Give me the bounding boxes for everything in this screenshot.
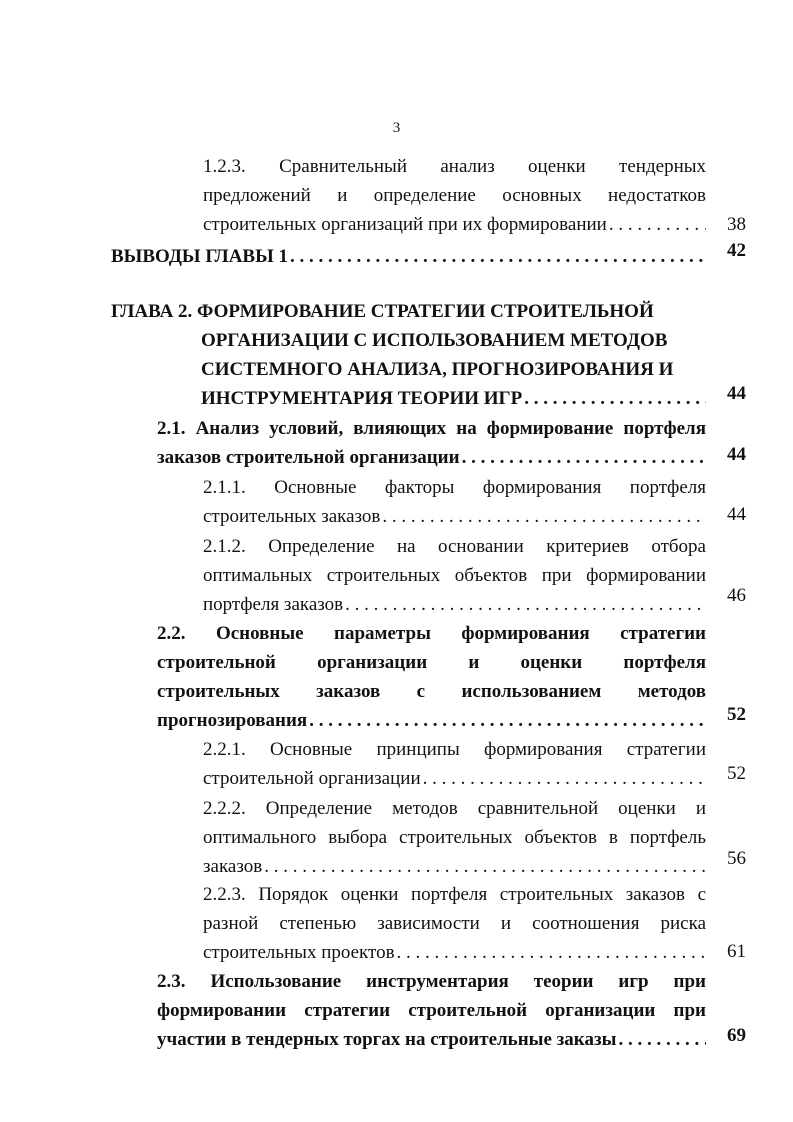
dot-leader (607, 210, 706, 239)
toc-entry-2-1 (157, 414, 706, 472)
toc-page-number: 42 (727, 240, 746, 261)
toc-entry-text: ОРГАНИЗАЦИИ С ИСПОЛЬЗОВАНИЕМ МЕТОДОВ (201, 330, 668, 351)
toc-entry-text: ВЫВОДЫ ГЛАВЫ 1 (111, 246, 288, 267)
toc-entry-text: строительной организации и оценки портфеля (157, 652, 706, 673)
toc-entry-text: прогнозирования (157, 710, 308, 731)
toc-entry-text: 1.2.3. Сравнительный анализ оценки тендерных (203, 156, 706, 177)
toc-entry-text: заказов строительной организации (157, 447, 460, 468)
toc-entry-text: строительных организаций при их формировании (203, 214, 607, 235)
dot-leader (288, 242, 706, 271)
toc-page-number: 44 (727, 444, 746, 465)
toc-entry-text: строительных заказов (203, 506, 381, 527)
toc-entry-text: разной степенью зависимости и соотношения риска (203, 913, 706, 934)
toc-entry-text: 2.2.2. Определение методов сравнительной оценки и (203, 798, 706, 819)
toc-entry-text: 2.1.2. Определение на основании критериев отбора (203, 536, 706, 557)
toc-entry-2-3 (157, 967, 706, 1054)
dot-leader (395, 938, 706, 967)
toc-entry-text: строительных заказов с использованием методов (157, 681, 706, 702)
toc-entry-2-1-1 (203, 473, 706, 531)
dot-leader (307, 706, 706, 735)
toc-entry-text: оптимального выбора строительных объектов в портфель (203, 827, 706, 848)
toc-entry-text: заказов (203, 856, 263, 877)
toc-entry-text: предложений и определение основных недостатков (203, 185, 706, 206)
dot-leader (262, 852, 706, 881)
toc-page-number: 61 (727, 941, 746, 962)
toc-entry-text: ГЛАВА 2. ФОРМИРОВАНИЕ СТРАТЕГИИ СТРОИТЕЛЬНОЙ (111, 301, 654, 322)
toc-entry-text: 2.3. Использование инструментария теории игр при (157, 971, 706, 992)
dot-leader (343, 590, 706, 619)
dot-leader (421, 764, 706, 793)
page-number: 3 (392, 120, 401, 136)
toc-entry-text: формировании стратегии строительной организации при (157, 1000, 706, 1021)
toc-page-number: 56 (727, 848, 746, 869)
toc-entry-text: 2.1.1. Основные факторы формирования портфеля (203, 477, 706, 498)
toc-entry-2-1-2 (203, 532, 706, 619)
toc-entry-2-2-3 (203, 880, 706, 967)
toc-entry-text: портфеля заказов (203, 594, 344, 615)
toc-page-number: 46 (727, 585, 746, 606)
toc-entry-text: 2.2. Основные параметры формирования стратегии (157, 623, 706, 644)
toc-entry-text: строительных проектов (203, 942, 395, 963)
toc-entry-2-2-1 (203, 735, 706, 793)
toc-page-number: 52 (727, 763, 746, 784)
toc-entry-2-2 (157, 619, 706, 735)
toc-entry-1-2-3 (203, 152, 706, 239)
dot-leader (616, 1025, 706, 1054)
toc-entry-conclusions-1 (111, 242, 706, 271)
toc-page-number: 44 (727, 383, 746, 404)
toc-entry-text: 2.2.3. Порядок оценки портфеля строительных заказов с (203, 884, 706, 905)
toc-entry-2-2-2 (203, 794, 706, 881)
toc-page-number: 52 (727, 704, 746, 725)
toc-entry-text: СИСТЕМНОГО АНАЛИЗА, ПРОГНОЗИРОВАНИЯ И (201, 359, 674, 380)
toc-entry-text: ИНСТРУМЕНТАРИЯ ТЕОРИИ ИГР (201, 388, 523, 409)
toc-entry-chapter-2 (111, 297, 706, 326)
toc-page-number: 69 (727, 1025, 746, 1046)
dot-leader (380, 502, 706, 531)
toc-entry-text: оптимальных строительных объектов при формировании (203, 565, 706, 586)
dot-leader (460, 443, 706, 472)
toc-entry-text: 2.1. Анализ условий, влияющих на формирование портфеля (157, 418, 706, 439)
dot-leader (522, 384, 706, 413)
toc-entry-text: 2.2.1. Основные принципы формирования стратегии (203, 739, 706, 760)
toc-page-number: 38 (727, 214, 746, 235)
toc-page-number: 44 (727, 504, 746, 525)
toc-entry-text: участии в тендерных торгах на строительные заказы (157, 1029, 617, 1050)
toc-entry-text: строительной организации (203, 768, 421, 789)
